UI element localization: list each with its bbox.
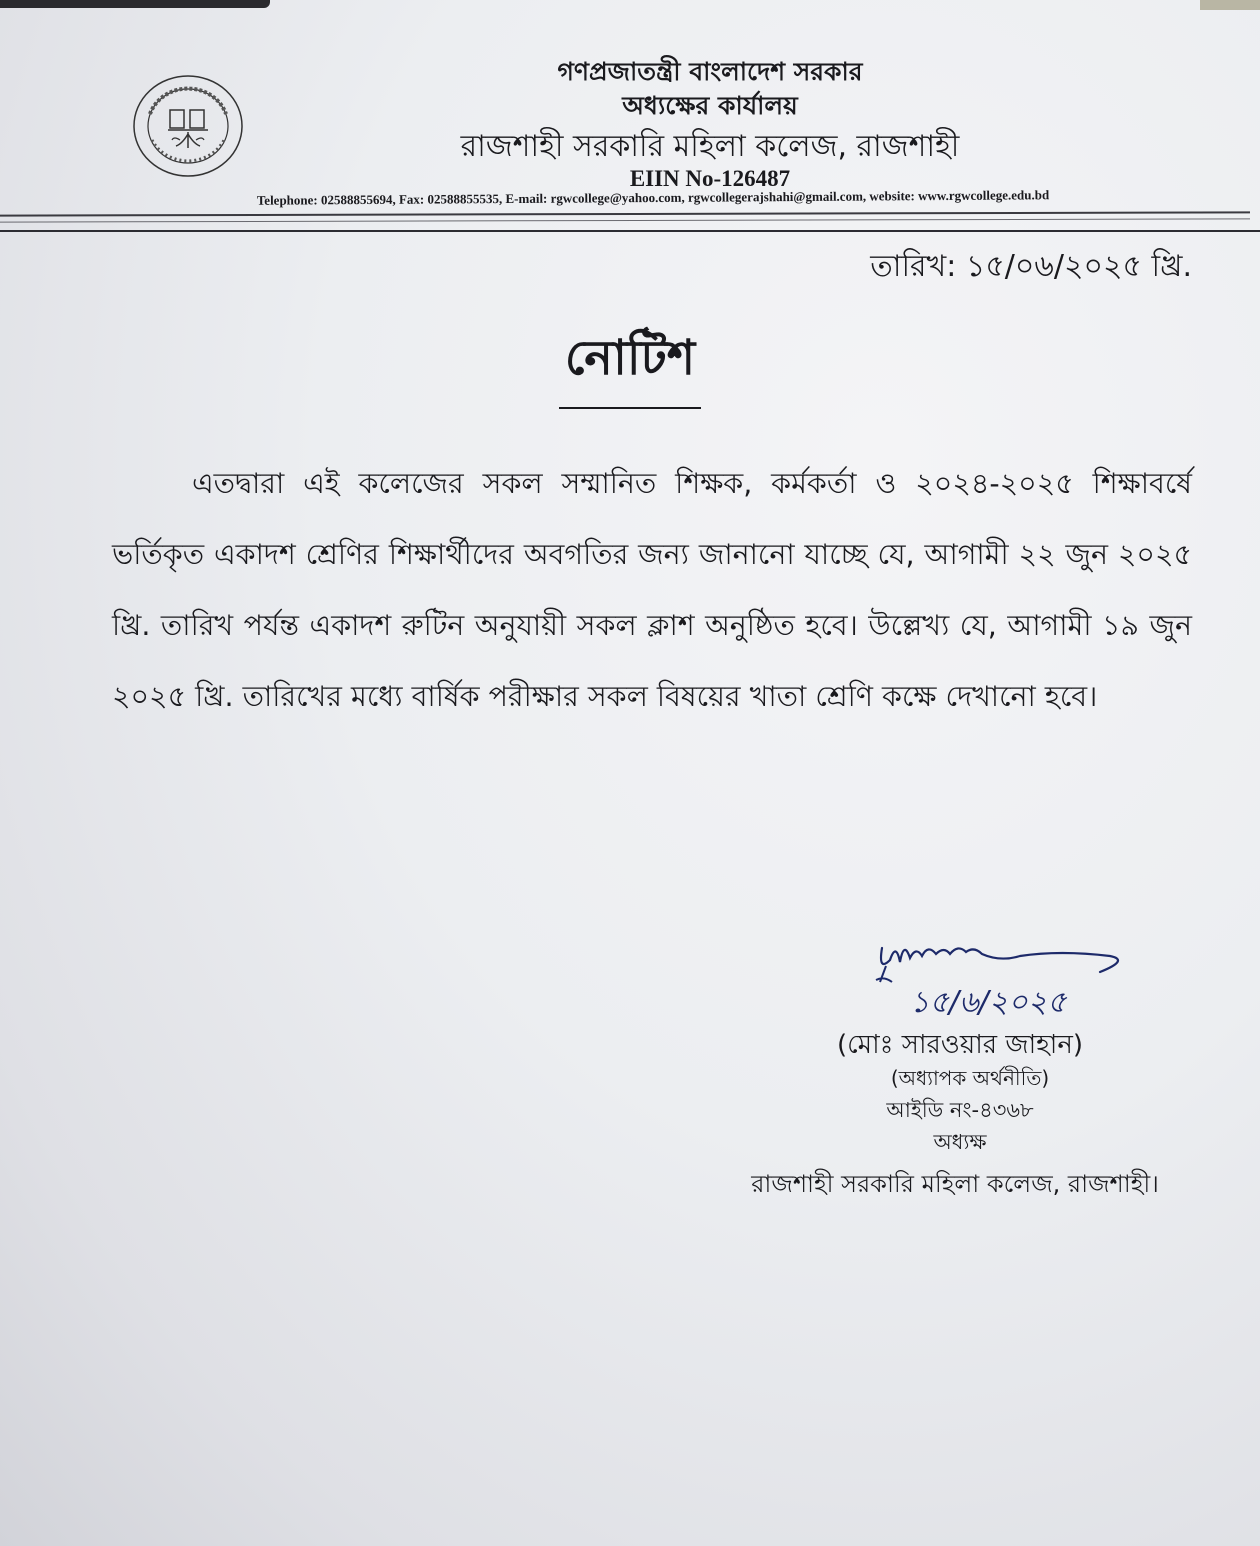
photo-edge: [1200, 0, 1260, 10]
signatory-institution: রাজশাহী সরকারি মহিলা কলেজ, রাজশাহী।: [751, 1170, 1159, 1198]
notice-title-wrapper: [0, 322, 1260, 409]
college-name-heading: রাজশাহী সরকারি মহিলা কলেজ, রাজশাহী: [460, 129, 960, 164]
contact-info: Telephone: 02588855694, Fax: 02588855535, E-mail: rgwcollege@yahoo.com, rgwcollegerajshahi@gmail.com, website: www.rgwcollege.edu.bd: [256, 187, 1050, 208]
header-divider: [0, 230, 1260, 232]
signatory-role: অধ্যক্ষ: [933, 1130, 987, 1154]
signatory-designation: (অধ্যাপক অর্থনীতি): [890, 1066, 1050, 1090]
header-divider: [0, 211, 1250, 216]
government-heading: গণপ্রজাতন্ত্রী বাংলাদেশ সরকার: [557, 57, 863, 86]
notice-date: তারিখ: ১৫/০৬/২০২৫ খ্রি.: [870, 249, 1192, 284]
college-seal-logo: [132, 74, 244, 178]
office-heading: অধ্যক্ষের কার্যালয়: [622, 91, 798, 120]
signatory-name: (মোঃ সারওয়ার জাহান): [836, 1030, 1084, 1060]
handwritten-signature: [860, 932, 1160, 1032]
header-divider: [0, 218, 1250, 222]
notice-title: নোটিশ: [559, 322, 701, 409]
notice-body: এতদ্বারা এই কলেজের সকল সম্মানিত শিক্ষক, কর্মকর্তা ও ২০২৪-২০২৫ শিক্ষাবর্ষে ভর্তিকৃত একাদশ শ্রেণির শিক্ষার্থীদের অবগতির জন্য জানানো যাচ্ছে যে, আগামী ২২ জুন ২০২৫ খ্রি. তারিখ পর্যন্ত একাদশ রুটিন অনুযায়ী সকল ক্লাশ অনুষ্ঠিত হবে। উল্লেখ্য যে, আগামী ১৯ জুন ২০২৫ খ্রি. তারিখের মধ্যে বার্ষিক পরীক্ষার সকল বিষয়ের খাতা শ্রেণি কক্ষে দেখানো হবে।: [112, 467, 1192, 713]
eiin-number: EIIN No-126487: [629, 166, 791, 191]
signatory-id: আইডি নং-৪৩৬৮: [886, 1098, 1034, 1122]
handwritten-signature-date: ১৫/৬/২০২৫: [910, 985, 1067, 1020]
photo-edge: [0, 0, 270, 8]
